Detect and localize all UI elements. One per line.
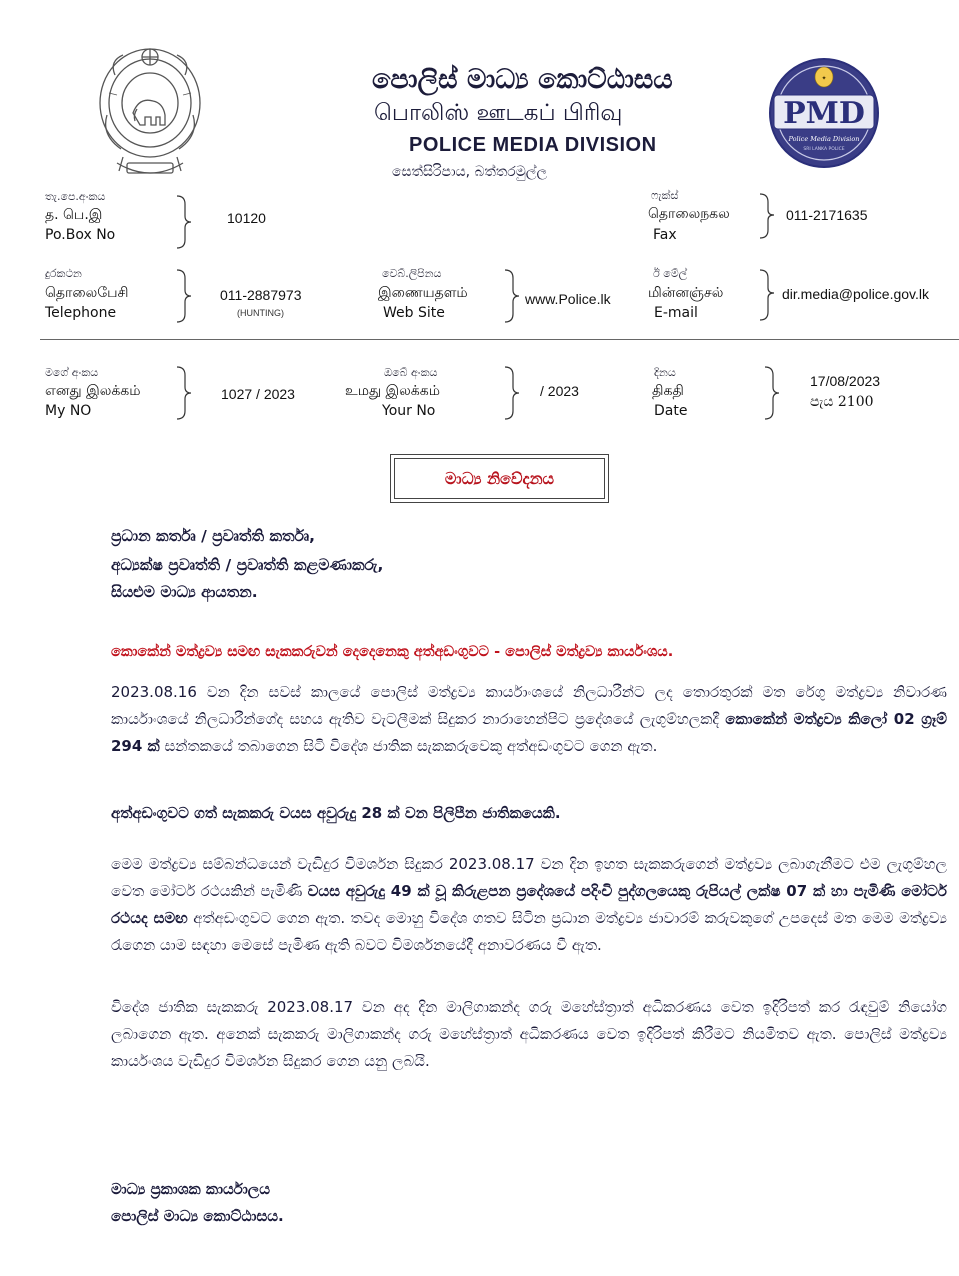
website-label-ta: இணையதளம் xyxy=(378,285,468,301)
date-label-ta: திகதி xyxy=(652,383,684,399)
my-no-label-en: My NO xyxy=(45,403,92,419)
p1-text-c: සන්තකයේ තබාගෙන සිටි විදේශ ජාතික සැකකරුවෙකු අත්අඩංගුවට ගෙන ඇත. xyxy=(159,737,658,755)
title-sinhala: පොලිස් මාධ්‍ය කොට්ඨාසය xyxy=(372,64,673,95)
notice-title: මාධ්‍ය නිවේදනය xyxy=(444,468,555,488)
time-value: පැය 2100 xyxy=(810,394,874,410)
p3-text-c: අත්අඩංගුවට ගෙන ඇත. තවද මොහු විදේශ ගතව සිටින ප්‍රධාන මත්ද්‍රව්‍ය ජාවාරම් කරුවකුගේ උපදෙස් මත මෙම මත්ද්‍රව්‍ය රැගෙන යාම සඳහා මෙසේ පැමිණ ඇති බවට විමර්ශනයේදී අනාවරණය වී ඇත. xyxy=(111,909,947,954)
headline: කොකේන් මත්ද්‍රව්‍ය සමඟ සැකකරුවන් දෙදෙනෙකු අත්අඩංගුවට - පොලිස් මත්ද්‍රව්‍ය කාර්යංශය. xyxy=(111,644,674,660)
body-paragraph-3 xyxy=(111,851,947,959)
telephone-label-ta: தொலைபேசி xyxy=(45,285,129,301)
title-english: POLICE MEDIA DIVISION xyxy=(409,134,657,156)
signature-line-2: පොලිස් මාධ්‍ය කොට්ඨාසය. xyxy=(111,1207,284,1225)
signature-line-1: මාධ්‍ය ප්‍රකාශක කාර්යාලය xyxy=(111,1180,271,1198)
your-no-label-si: ඔබේ අංකය xyxy=(384,366,438,379)
police-emblem-logo xyxy=(97,45,203,180)
info-divider xyxy=(40,339,959,340)
your-no-label-ta: உமது இலக்கம் xyxy=(345,383,440,399)
addressee-line-2: අධ්‍යක්ෂ ප්‍රවෘත්ති / ප්‍රවෘත්ති කළමණාකරු, xyxy=(111,556,384,574)
website-link[interactable]: www.Police.lk xyxy=(525,291,611,307)
your-no-value: / 2023 xyxy=(540,383,579,399)
website-label-en: Web Site xyxy=(383,305,445,321)
p3-text-bold: වයස අවුරුදු 49 ක් වූ කිරුළපන ප්‍රදේශයේ පදිංචි පුද්ගලයෙකු රුපියල් ලක්ෂ 07 ක් හා පැමිණි මෝටර් රථයද සමඟ xyxy=(111,882,947,927)
p1-text-a: 2023.08.16 වන දින සවස් කාලයේ පොලිස් මත්ද්‍රව්‍ය කාර්යාංශයේ නිලධාරීන්ට ලද තොරතුරක් මත රේගු මත්ද්‍රව්‍ය නිවාරණ කාර්යාංශයේ නිලධාරීන්ගේද සහය ඇතිව වැටලීමක් සිදුකර නාරාහෙන්පිට ප්‍රදේශයේ ලැගුම්හලකදී xyxy=(111,683,947,728)
email-label-en: E-mail xyxy=(654,305,698,321)
date-label-si: දිනය xyxy=(654,366,676,379)
my-no-label-si: මගේ අංකය xyxy=(45,366,99,379)
header-address: සෙත්සිරිපාය, බත්තරමුල්ල xyxy=(392,164,548,180)
pmd-logo-subtext2: SRI LANKA POLICE xyxy=(803,147,845,152)
email-link[interactable]: dir.media@police.gov.lk xyxy=(782,286,930,302)
p3-text-a: මෙම මත්ද්‍රව්‍ය සම්බන්ධයෙන් වැඩිදුර විමර්ශන සිදුකර 2023.08.17 වන දින ඉහත සැකකරුගෙන් මත්ද්‍රව්‍ය ලබාගැනීමට එම ලැගුම්හල වෙත මෝටර් රථයකින් පැමිණි xyxy=(111,855,947,900)
date-label-en: Date xyxy=(654,403,688,419)
fax-label-si: ෆැක්ස් xyxy=(651,189,679,202)
telephone-label-en: Telephone xyxy=(45,305,117,321)
addressee-line-1: ප්‍රධාන කර්තෘ / ප්‍රවෘත්ති කර්තෘ, xyxy=(111,527,315,545)
date-value: 17/08/2023 xyxy=(810,373,881,389)
pmd-logo-graphic xyxy=(768,57,880,169)
telephone-note: (HUNTING) xyxy=(237,308,284,318)
website-label-si: වෙබ්.ලිපිනය xyxy=(382,267,442,280)
title-tamil: பொலிஸ் ஊடகப் பிரிவு xyxy=(374,100,623,126)
your-no-label-en: Your No xyxy=(382,403,436,419)
my-no-label-ta: எனது இலக்கம் xyxy=(45,383,141,399)
body-paragraph-1 xyxy=(111,679,947,760)
p1-text-bold: කොකේන් මත්ද්‍රව්‍ය කිලෝ 02 ග්‍රෑම් 294 ක් xyxy=(111,710,947,755)
pobox-value: 10120 xyxy=(227,210,266,226)
email-label-si: ඊ මේල් xyxy=(653,267,688,280)
svg-text:✦: ✦ xyxy=(821,75,827,82)
my-no-value: 1027 / 2023 xyxy=(221,386,295,402)
email-label-ta: மின்னஞ்சல் xyxy=(648,285,724,301)
pobox-label-si: තැ.පෙ.අංකය xyxy=(45,190,106,203)
fax-value: 011-2171635 xyxy=(786,207,868,223)
pmd-logo-text: PMD xyxy=(783,96,865,131)
body-paragraph-2: අත්අඩංගුවට ගත් සැකකරු වයස අවුරුදු 28 ක් වන පිලිපීන ජාතිකයෙකි. xyxy=(111,804,561,822)
body-paragraph-4: විදේශ ජාතික සැකකරු 2023.08.17 වන අද දින මාලිගාකන්ද ගරු මහේස්ත්‍රාත් අධිකරණය වෙත ඉදිරිපත් කර රැඳවුම් නියෝග ලබාගෙන ඇත. අනෙක් සැකකරු මාලිගාකන්ද ගරු මහේස්ත්‍රාත් අධිකරණය වෙත ඉදිරිපත් කිරීමට නියමිතව ඇත. පොලිස් මත්ද්‍රව්‍ය කාර්යංශය වැඩිදුර විමර්ශන සිදුකර ගෙන යනු ලබයි. xyxy=(111,998,947,1070)
fax-label-ta: தொலைநகல xyxy=(648,206,730,222)
notice-title-box xyxy=(390,454,609,503)
pmd-logo xyxy=(768,57,880,169)
addressee-line-3: සියළුම මාධ්‍ය ආයතන. xyxy=(111,583,258,601)
pobox-label-en: Po.Box No xyxy=(45,227,116,243)
fax-label-en: Fax xyxy=(653,227,677,243)
telephone-value: 011-2887973 xyxy=(220,287,302,303)
telephone-label-si: දුරකථන xyxy=(45,267,82,280)
pmd-logo-subtext: Police Media Division xyxy=(788,135,860,143)
pobox-label-ta: த. பெ.இ xyxy=(45,207,103,223)
